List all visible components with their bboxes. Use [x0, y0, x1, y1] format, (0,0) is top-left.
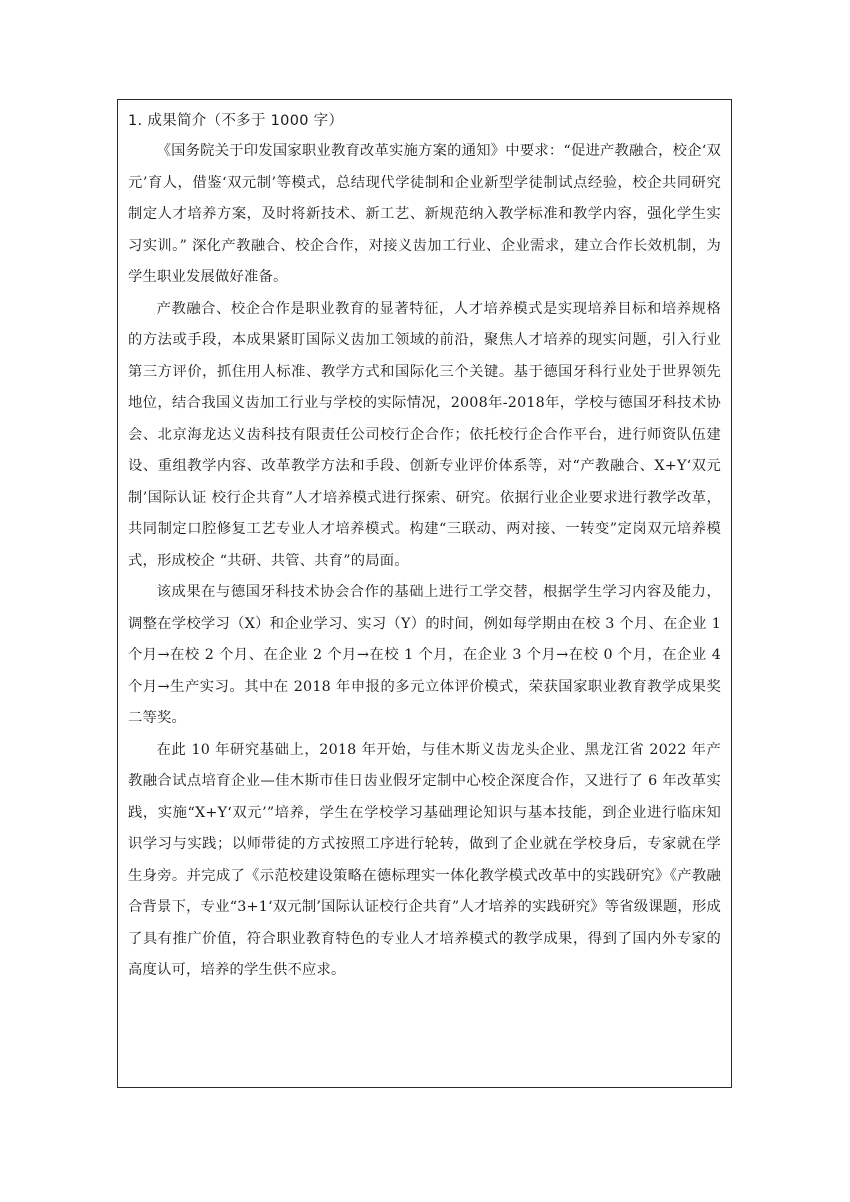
summary-content [128, 110, 721, 987]
paragraph-alternation: 该成果在与德国牙科技术协会合作的基础上进行工学交替，根据学生学习内容及能力，调整在学校学习（X）和企业学习、实习（Y）的时间，例如每学期由在校 3 个月、在企业 1 个月→在校 2 个月、在企业 2 个月→在校 1 个月，在企业 3 个月→在校 0 个月，在企业 4 个月→生产实习。其中在 2018 年申报的多元立体评价模式，荣获国家职业教育教学成果奖二等奖。 [128, 584, 721, 726]
summary-table-cell [117, 99, 732, 1088]
paragraph-practice: 在此 10 年研究基础上，2018 年开始，与佳木斯义齿龙头企业、黑龙江省 2022 年产教融合试点培育企业—佳木斯市佳日齿业假牙定制中心校企深度合作，又进行了 6 年改革实践，实施“X+Y‘双元’”培养，学生在学校学习基础理论知识与基本技能，到企业进行临床知识学习与实践；以师带徒的方式按照工序进行轮转，做到了企业就在学校身后，专家就在学生身旁。并完成了《示范校建设策略在德标理实一体化教学模式改革中的实践研究》《产教融合背景下，专业“3+1‘双元制’国际认证校行企共育”人才培养的实践研究》等省级课题，形成了具有推广价值，符合职业教育特色的专业人才培养模式的教学成果，得到了国内外专家的高度认可，培养的学生供不应求。 [128, 741, 721, 978]
paragraph-policy: 《国务院关于印发国家职业教育改革实施方案的通知》中要求：“促进产教融合，校企‘双元’育人，借鉴‘双元制’等模式，总结现代学徒制和企业新型学徒制试点经验，校企共同研究制定人才培养方案，及时将新技术、新工艺、新规范纳入教学标准和教学内容，强化学生实习实训。” 深化产教融合、校企合作，对接义齿加工行业、企业需求，建立合作长效机制，为学生职业发展做好准备。 [128, 143, 721, 285]
section-heading: 1. 成果简介（不多于 1000 字） [128, 113, 344, 129]
paragraph-model: 产教融合、校企合作是职业教育的显著特征，人才培养模式是实现培养目标和培养规格的方法或手段，本成果紧盯国际义齿加工领域的前沿，聚焦人才培养的现实问题，引入行业第三方评价，抓住用人标准、教学方式和国际化三个关键。基于德国牙科行业处于世界领先地位，结合我国义齿加工行业与学校的实际情况，2008年-2018年，学校与德国牙科技术协会、北京海龙达义齿科技有限责任公司校行企合作；依托校行企合作平台，进行师资队伍建设、重组教学内容、改革教学方法和手段、创新专业评价体系等，对“产教融合、X+Y‘双元制’国际认证 校行企共育”人才培养模式进行探索、研究。依据行业企业要求进行教学改革，共同制定口腔修复工艺专业人才培养模式。构建“三联动、两对接、一转变”定岗双元培养模式，形成校企 “共研、共管、共育”的局面。 [128, 300, 721, 569]
